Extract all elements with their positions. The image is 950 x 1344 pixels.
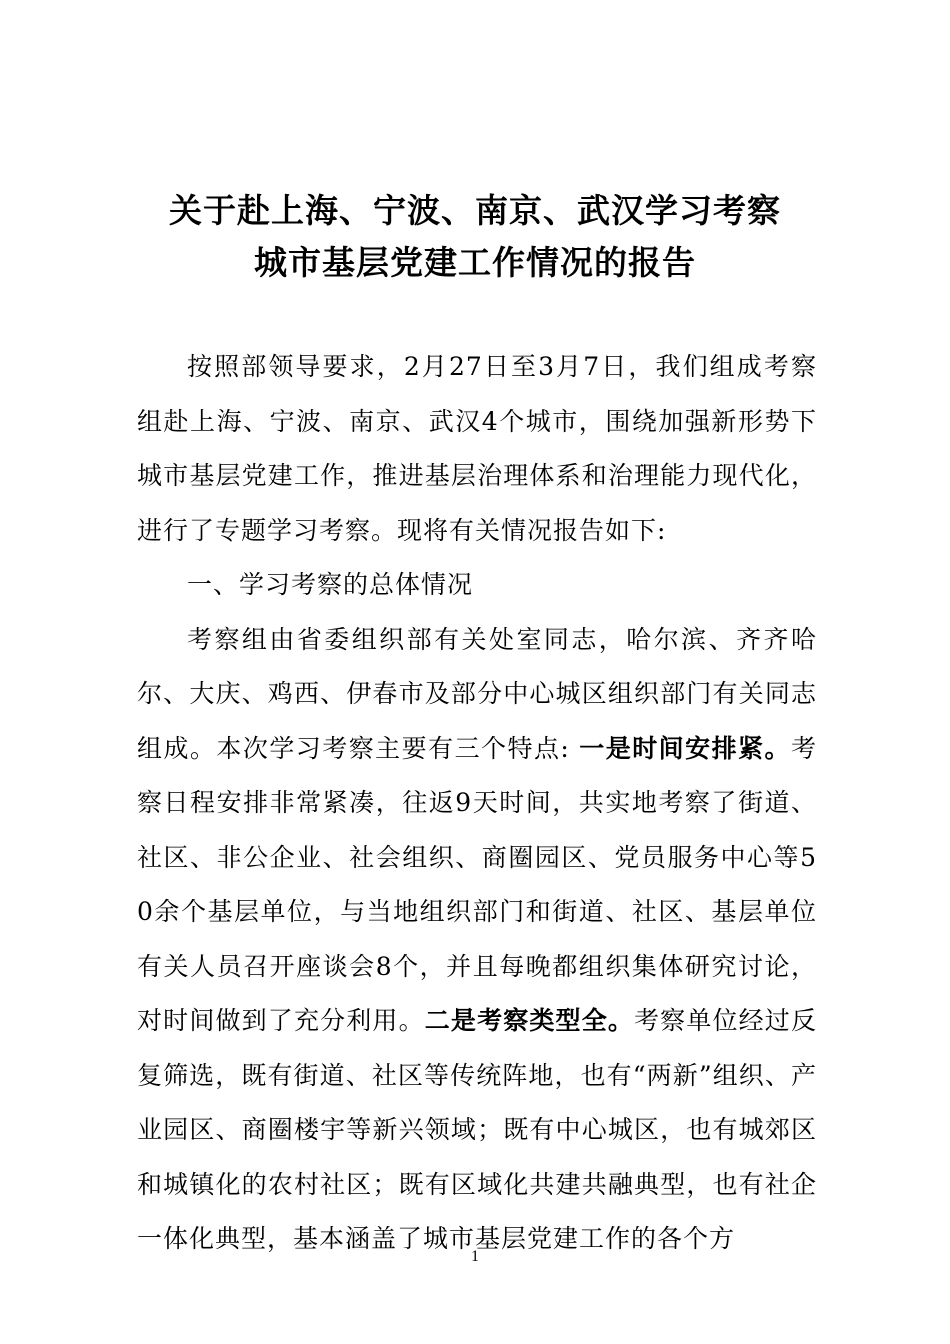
section-heading: 一、学习考察的总体情况 [187,570,474,599]
paragraph-text: 考察组由省委组织部有关处室同志，哈尔滨、齐齐哈尔、大庆、鸡西、伊春市及部分中心城区组织部门有关同志组成。本次学习考察主要有三个特点: [137,624,817,763]
page-number: 1 [471,1248,479,1265]
document-body [137,340,817,1267]
title-line-1: 关于赴上海、宁波、南京、武汉学习考察 [169,191,781,230]
emphasis-text: 二是考察类型全。 [424,1006,635,1035]
section-paragraph [137,613,817,1267]
emphasis-text: 一是时间安排紧。 [579,733,791,763]
intro-paragraph: 按照部领导要求，2月27日至3月7日，我们组成考察组赴上海、宁波、南京、武汉4个城市，围绕加强新形势下城市基层党建工作，推进基层治理体系和治理能力现代化，进行了专题学习考察。现将有关情况报告如下: [137,352,817,545]
document-title [0,185,950,289]
title-line-2: 城市基层党建工作情况的报告 [254,243,696,282]
paragraph-text: 考察单位经过反复筛选，既有街道、社区等传统阵地，也有“两新”组织、产业园区、商圈楼宇等新兴领域；既有中心城区，也有城郊区和城镇化的农村社区；既有区域化共建共融典型，也有社企一体化典型，基本涵盖了城市基层党建工作的各个方 [137,1006,817,1253]
paragraph-text: 考察日程安排非常紧凑，往返9天时间，共实地考察了街道、社区、非公企业、社会组织、商圈园区、党员服务中心等50余个基层单位，与当地组织部门和街道、社区、基层单位有关人员召开座谈会8个，并且每晚都组织集体研究讨论，对时间做到了充分利用。 [137,733,817,1035]
